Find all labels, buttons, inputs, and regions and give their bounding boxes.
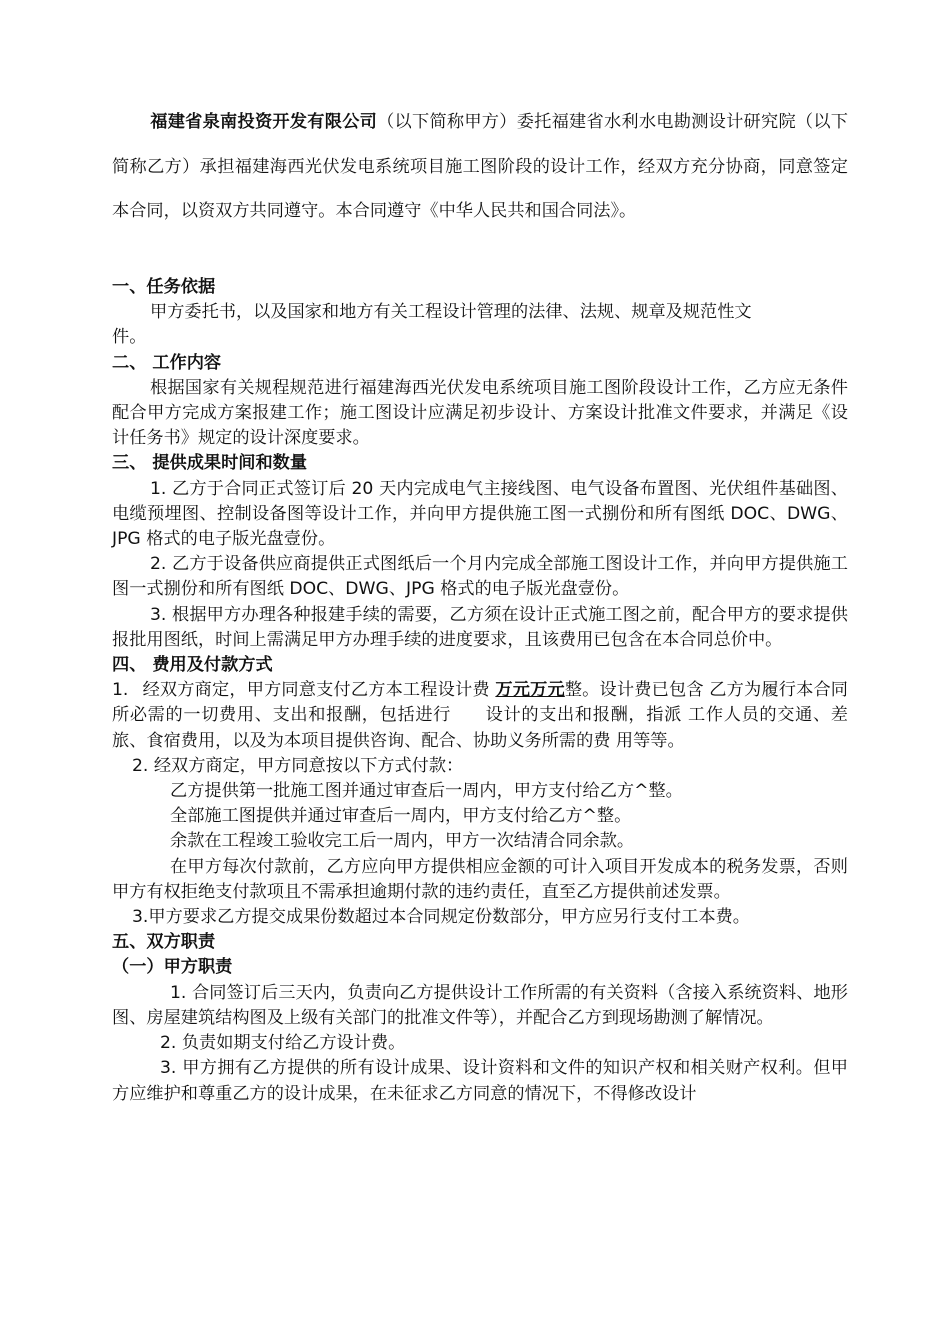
section-3-item-3: 3. 根据甲方办理各种报建手续的需要，乙方须在设计正式施工图之前，配合甲方的要求提供报批用图纸，时间上需满足甲方办理手续的进度要求，且该费用已包含在本合同总价中。 [112, 604, 848, 650]
section-2-text: 根据国家有关规程规范进行福建海西光伏发电系统项目施工图阶段设计工作，乙方应无条件配合甲方完成方案报建工作；施工图设计应满足初步设计、方案设计批准文件要求，并满足《设计任务书》规定的设计深度要求。 [112, 377, 848, 449]
section-5-sub-1: （一）甲方职责 [112, 957, 233, 978]
section-3-title: 三、 提供成果时间和数量 [112, 453, 308, 474]
company-name: 福建省泉南投资开发有限公司 [150, 112, 378, 132]
section-2-title: 二、 工作内容 [112, 352, 222, 373]
section-5-item-2: 2. 负责如期支付给乙方设计费。 [160, 1033, 406, 1054]
section-4-title: 四、 费用及付款方式 [112, 655, 273, 676]
design-fee-amount: 万元万元 [495, 680, 565, 701]
intro-paragraph [112, 100, 848, 234]
section-1-text: 甲方委托书，以及国家和地方有关工程设计管理的法律、法规、规章及规范性文 [150, 302, 752, 323]
section-5-title: 五、双方职责 [112, 932, 216, 953]
item-number: 1. [112, 680, 129, 701]
payment-step-2: 全部施工图提供并通过审查后一周内，甲方支付给乙方^整。 [170, 806, 632, 827]
fee-text-b: 整。设计费已包含 乙方为履行本合同所必需的一切费用、支出和报酬，包括进行 [112, 680, 848, 726]
section-4-item-2: 2. 经双方商定，甲方同意按以下方式付款： [132, 755, 464, 776]
invoice-clause: 在甲方每次付款前，乙方应向甲方提供相应金额的可计入项目开发成本的税务发票，否则甲方有权拒绝支付款项且不需承担逾期付款的违约责任，直至乙方提供前述发票。 [112, 856, 848, 902]
payment-step-1: 乙方提供第一批施工图并通过审查后一周内，甲方支付给乙方^整。 [170, 781, 683, 802]
section-5-item-1: 1. 合同签订后三天内，负责向乙方提供设计工作所需的有关资料（含接入系统资料、地形图、房屋建筑结构图及上级有关部门的批准文件等），并配合乙方到现场勘测了解情况。 [112, 982, 848, 1028]
fee-text-a: 经双方商定，甲方同意支付乙方本工程设计费 [142, 680, 490, 701]
section-1-title: 一、任务依据 [112, 277, 216, 297]
section-3-item-2: 2. 乙方于设备供应商提供正式图纸后一个月内完成全部施工图设计工作，并向甲方提供施工图一式捌份和所有图纸 DOC、DWG、JPG 格式的电子版光盘壹份。 [112, 554, 848, 600]
payment-step-3: 余款在工程竣工验收完工后一周内，甲方一次结清合同余款。 [170, 831, 635, 852]
section-4-item-3: 3.甲方要求乙方提交成果份数超过本合同规定份数部分，甲方应另行支付工本费。 [132, 907, 750, 928]
section-3-item-1: 1. 乙方于合同正式签订后 20 天内完成电气主接线图、电气设备布置图、光伏组件基础图、电缆预埋图、控制设备图等设计工作，并向甲方提供施工图一式捌份和所有图纸 DOC、DWG、JPG 格式的电子版光盘壹份。 [112, 478, 848, 550]
fee-text-c: 设计的支出和报酬，指派 工作人员的交通、差旅、食宿费用，以及为本项目提供咨询、配合、协助义务所需的费 用等等。 [112, 705, 848, 751]
section-5-item-3: 3. 甲方拥有乙方提供的所有设计成果、设计资料和文件的知识产权和相关财产权利。但甲方应维护和尊重乙方的设计成果，在未征求乙方同意的情况下，不得修改设计 [112, 1058, 848, 1104]
contract-body [112, 275, 848, 1107]
intro-text: （以下简称甲方）委托福建省水利水电勘测设计研究院（以下简称乙方）承担福建海西光伏发电系统项目施工图阶段的设计工作，经双方充分协商，同意签定本合同，以资双方共同遵守。本合同遵守《中华人民共和国合同法》。 [112, 112, 848, 221]
section-4-item-1 [112, 678, 848, 754]
section-1-text-cont: 件。 [112, 327, 147, 348]
